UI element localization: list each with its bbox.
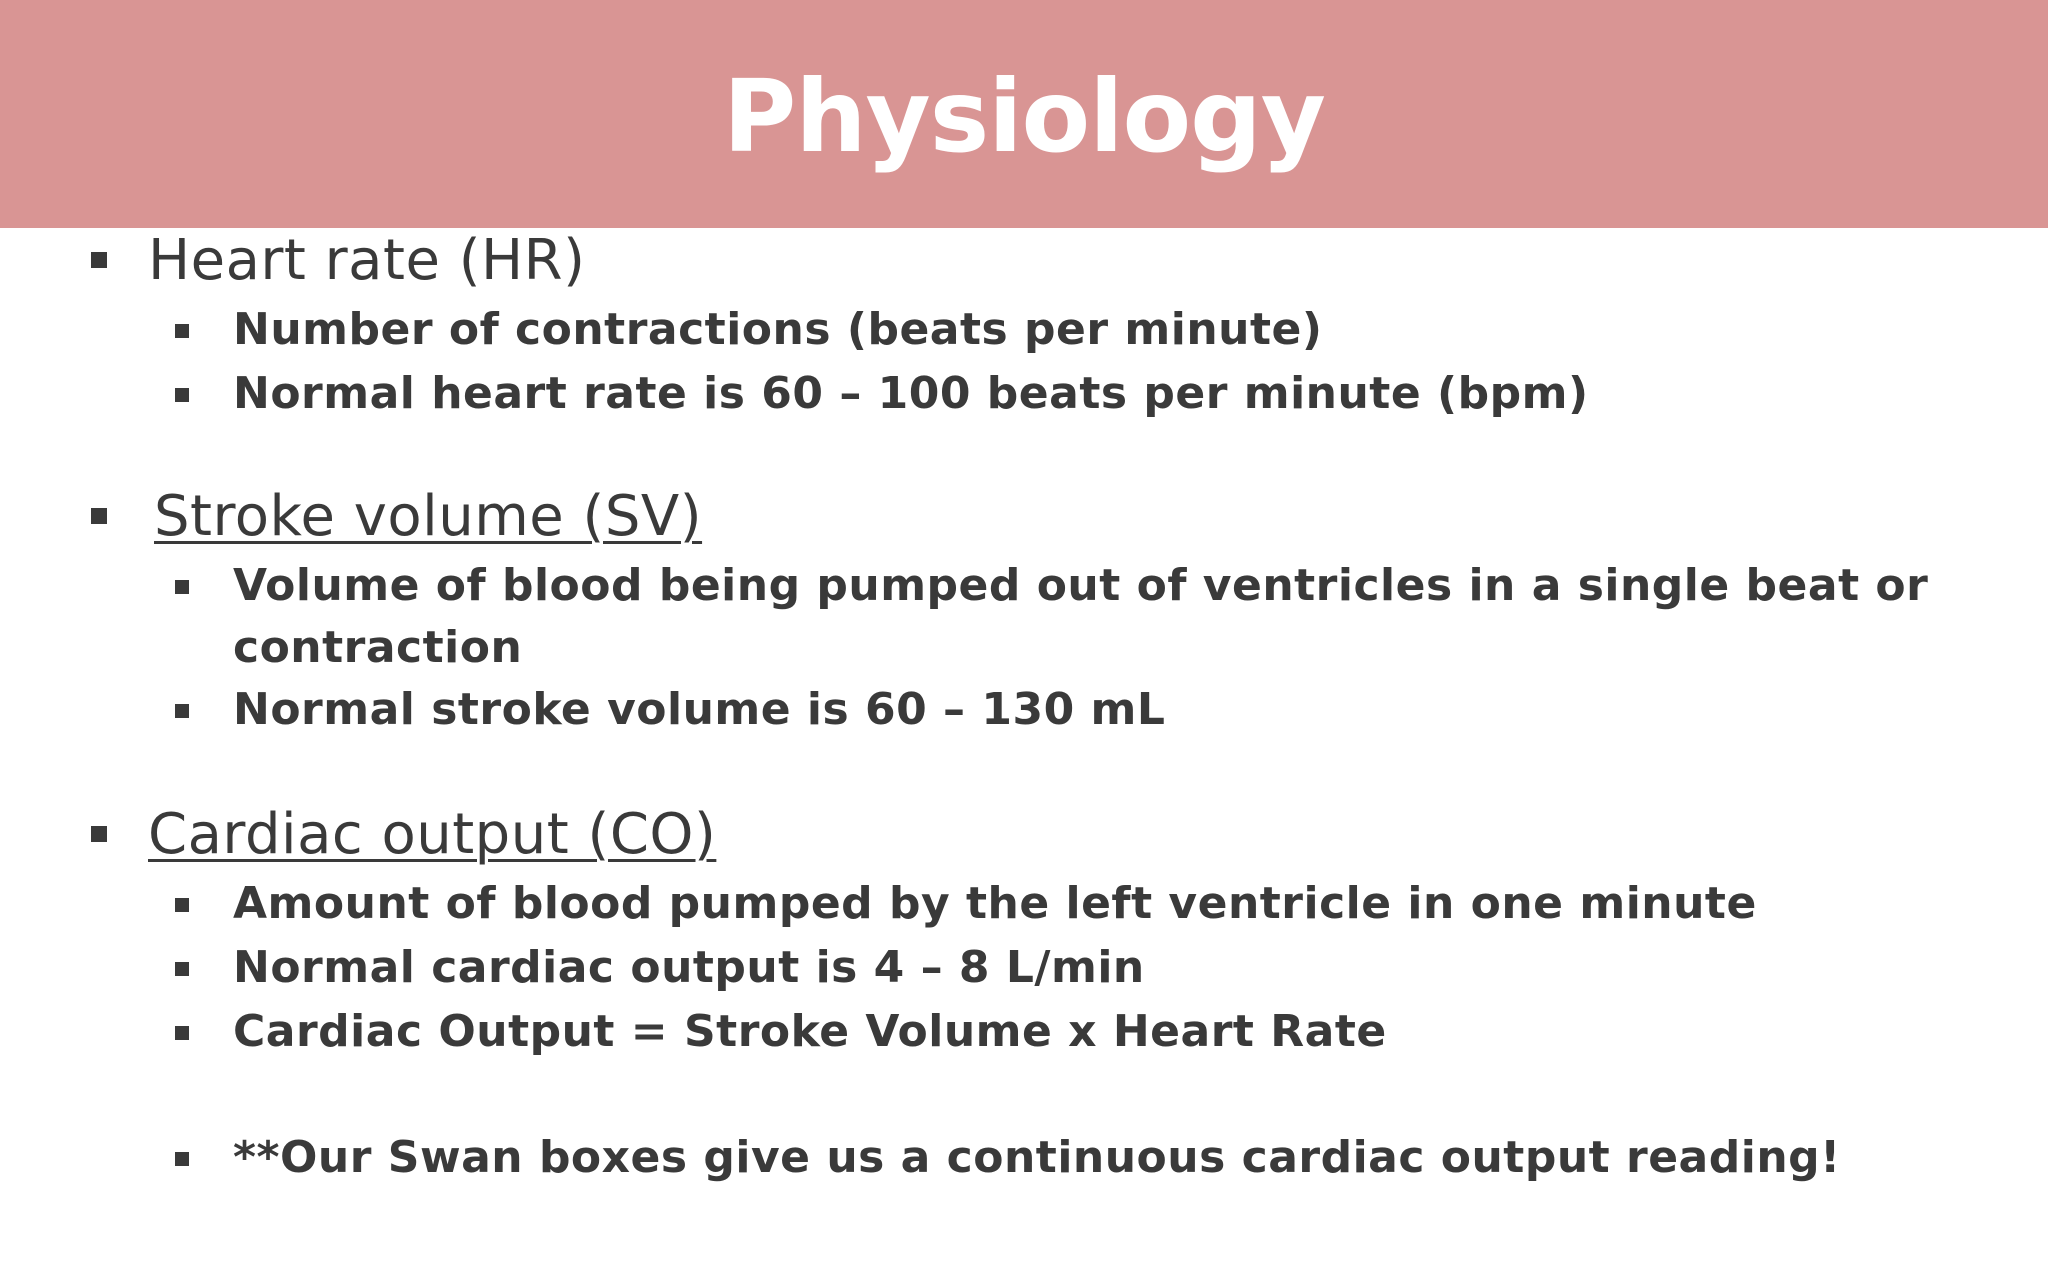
list-item: Normal cardiac output is 4 – 8 L/min	[233, 942, 1145, 993]
bullet-square-icon	[91, 252, 107, 268]
heading-cardiac-output: Cardiac output (CO)	[148, 802, 717, 867]
bullet-square-icon	[91, 826, 107, 842]
heading-heart-rate: Heart rate (HR)	[148, 228, 586, 293]
list-item-note: **Our Swan boxes give us a continuous cardiac output reading!	[233, 1132, 1841, 1183]
bullet-square-icon	[175, 704, 189, 718]
bullet-square-icon	[175, 580, 189, 594]
bullet-square-icon	[91, 508, 107, 524]
list-item: Number of contractions (beats per minute)	[233, 304, 1323, 355]
slide-title: Physiology	[723, 58, 1325, 175]
list-item: Normal stroke volume is 60 – 130 mL	[233, 684, 1166, 735]
bullet-square-icon	[175, 388, 189, 402]
list-item: Volume of blood being pumped out of ventricles in a single beat or	[233, 560, 1929, 611]
bullet-square-icon	[175, 324, 189, 338]
list-item: Amount of blood pumped by the left ventricle in one minute	[233, 878, 1757, 929]
list-item: Cardiac Output = Stroke Volume x Heart Rate	[233, 1006, 1387, 1057]
bullet-square-icon	[175, 962, 189, 976]
heading-stroke-volume: Stroke volume (SV)	[154, 484, 703, 549]
list-item-continuation: contraction	[233, 622, 523, 673]
bullet-square-icon	[175, 1026, 189, 1040]
bullet-square-icon	[175, 1152, 189, 1166]
list-item: Normal heart rate is 60 – 100 beats per minute (bpm)	[233, 368, 1589, 419]
bullet-square-icon	[175, 898, 189, 912]
